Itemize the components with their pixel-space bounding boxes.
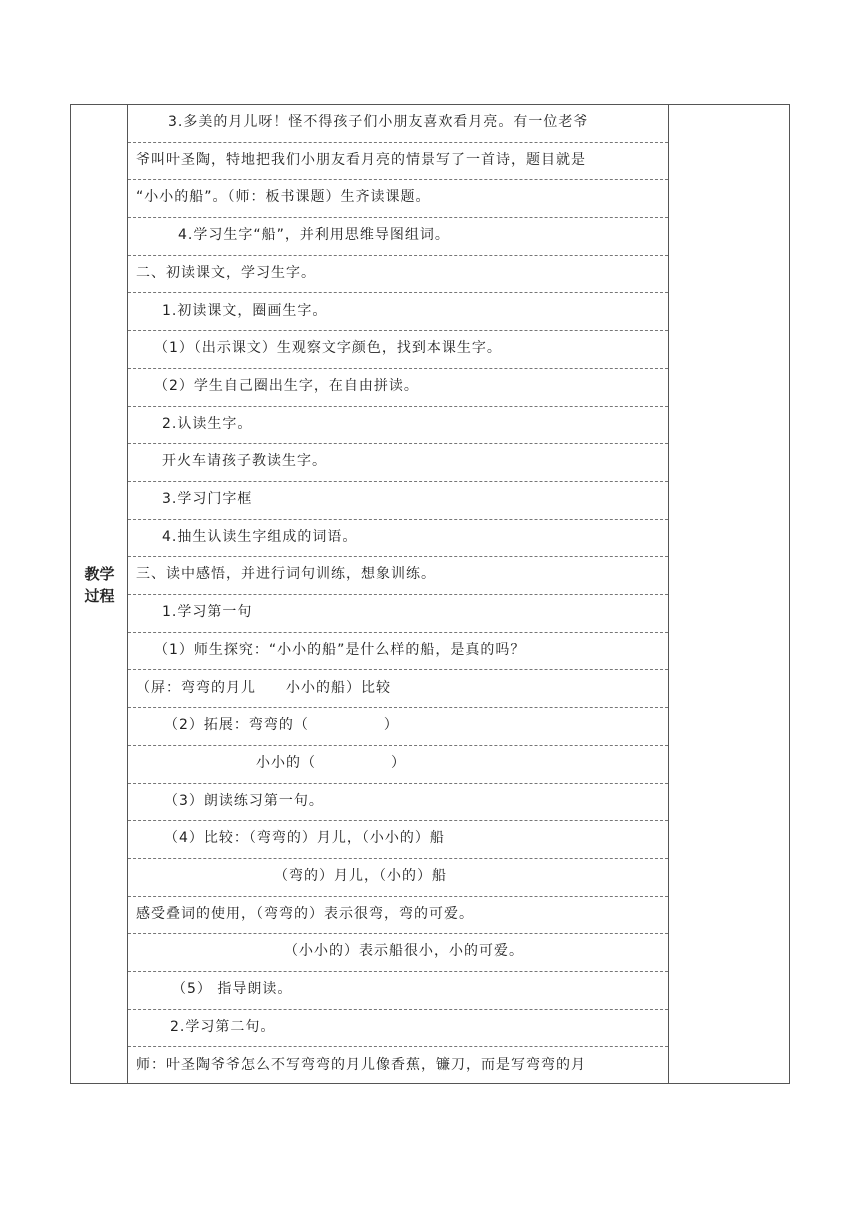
content-line: 三、读中感悟，并进行词句训练，想象训练。 xyxy=(128,557,668,595)
content-line: （小小的）表示船很小，小的可爱。 xyxy=(128,934,668,972)
content-line: 1.学习第一句 xyxy=(128,595,668,633)
content-line: 感受叠词的使用，（弯弯的）表示很弯，弯的可爱。 xyxy=(128,897,668,935)
content-line: （2）学生自己圈出生字，在自由拼读。 xyxy=(128,369,668,407)
content-line: 4.抽生认读生字组成的词语。 xyxy=(128,520,668,558)
content-line: 4.学习生字“船”，并利用思维导图组词。 xyxy=(128,218,668,256)
content-line: （屏：弯弯的月儿 小小的船）比较 xyxy=(128,671,668,709)
content-line: 开火车请孩子教读生字。 xyxy=(128,444,668,482)
content-line: （弯的）月儿，（小的）船 xyxy=(128,859,668,897)
content-line: （3）朗读练习第一句。 xyxy=(128,784,668,822)
content-line: 2.认读生字。 xyxy=(128,407,668,445)
content-line: 二、初读课文，学习生字。 xyxy=(128,256,668,294)
content-line: “小小的船”。（师：板书课题）生齐读课题。 xyxy=(128,180,668,218)
content-line: （1）师生探究：“小小的船”是什么样的船，是真的吗？ xyxy=(128,633,668,671)
content-line: 3.多美的月儿呀！怪不得孩子们小朋友喜欢看月亮。有一位老爷 xyxy=(128,105,668,143)
section-label xyxy=(71,563,128,607)
content-line: 1.初读课文，圈画生字。 xyxy=(128,294,668,332)
content-line: 2.学习第二句。 xyxy=(128,1010,668,1048)
content-line: （4）比较：（弯弯的）月儿，（小小的）船 xyxy=(128,821,668,859)
content-line: （5） 指导朗读。 xyxy=(128,972,668,1010)
content-line: 小小的（ ） xyxy=(128,746,668,784)
section-label-line-1: 教学 xyxy=(84,565,115,583)
label-column xyxy=(71,105,128,1083)
content-line: 爷叫叶圣陶，特地把我们小朋友看月亮的情景写了一首诗，题目就是 xyxy=(128,143,668,181)
lesson-plan-table xyxy=(70,104,790,1084)
content-line: 师：叶圣陶爷爷怎么不写弯弯的月儿像香蕉，镰刀，而是写弯弯的月 xyxy=(136,1056,586,1073)
content-line: 3.学习门字框 xyxy=(128,482,668,520)
notes-column xyxy=(668,105,790,1083)
content-line: （2）拓展：弯弯的（ ） xyxy=(128,708,668,746)
content-line: （1）（出示课文）生观察文字颜色，找到本课生字。 xyxy=(128,331,668,369)
lesson-content xyxy=(128,105,668,1083)
section-label-line-2: 过程 xyxy=(84,587,115,605)
